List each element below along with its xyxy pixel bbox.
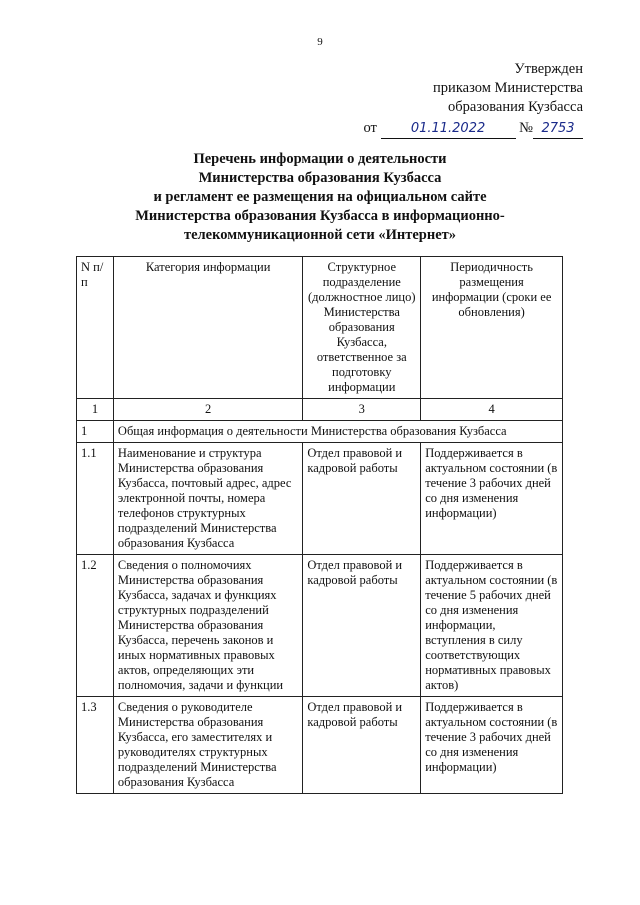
row-number: 1.3 bbox=[77, 697, 114, 794]
row-responsible: Отдел правовой и кадровой работы bbox=[303, 697, 421, 794]
title-line-1: Перечень информации о деятельности bbox=[193, 151, 447, 167]
approval-stamp bbox=[364, 60, 584, 139]
column-number-1: 1 bbox=[77, 399, 114, 421]
page-number: 9 bbox=[317, 36, 323, 48]
table-row bbox=[77, 443, 563, 555]
document-title bbox=[0, 150, 640, 245]
row-periodicity: Поддерживается в актуальном состоянии (в течение 3 рабочих дней со дня изменения информации) bbox=[421, 443, 563, 555]
section-title: Общая информация о деятельности Министерства образования Кузбасса bbox=[113, 421, 562, 443]
approval-line-2: приказом Министерства bbox=[433, 80, 583, 96]
column-number-4: 4 bbox=[421, 399, 563, 421]
section-row bbox=[77, 421, 563, 443]
section-number: 1 bbox=[77, 421, 114, 443]
title-line-2: Министерства образования Кузбасса bbox=[198, 170, 442, 186]
date-prefix: от bbox=[363, 120, 377, 136]
row-number: 1.1 bbox=[77, 443, 114, 555]
column-number-3: 3 bbox=[303, 399, 421, 421]
approval-line-1: Утвержден bbox=[514, 61, 583, 77]
title-line-5: телекоммуникационной сети «Интернет» bbox=[183, 227, 457, 243]
information-table bbox=[76, 256, 563, 794]
approval-date-line bbox=[364, 119, 584, 139]
row-category: Сведения о руководителе Министерства образования Кузбасса, его заместителях и руководителях структурных подразделений Министерства образования Кузбасса bbox=[113, 697, 302, 794]
header-responsible: Структурное подразделение (должностное лицо) Министерства образования Кузбасса, ответственное за подготовку информации bbox=[303, 257, 421, 399]
row-periodicity: Поддерживается в актуальном состоянии (в течение 3 рабочих дней со дня изменения информации) bbox=[421, 697, 563, 794]
handwritten-date: 01.11.2022 bbox=[381, 119, 516, 139]
title-line-4: Министерства образования Кузбасса в информационно- bbox=[135, 208, 505, 224]
table-header-row bbox=[77, 257, 563, 399]
header-periodicity: Периодичность размещения информации (сроки ее обновления) bbox=[421, 257, 563, 399]
row-responsible: Отдел правовой и кадровой работы bbox=[303, 555, 421, 697]
title-line-3: и регламент ее размещения на официальном сайте bbox=[153, 189, 487, 205]
table-row bbox=[77, 697, 563, 794]
row-responsible: Отдел правовой и кадровой работы bbox=[303, 443, 421, 555]
column-numbers-row bbox=[77, 399, 563, 421]
number-prefix: № bbox=[519, 120, 533, 136]
row-category: Сведения о полномочиях Министерства образования Кузбасса, задачах и функциях структурных подразделений Министерства образования Кузбасса, перечень законов и иных нормативных правовых актов, определяющих эти полномочия, задачи и функции bbox=[113, 555, 302, 697]
approval-line-3: образования Кузбасса bbox=[448, 99, 583, 115]
handwritten-number: 2753 bbox=[533, 119, 583, 139]
header-number: N п/п bbox=[77, 257, 114, 399]
row-periodicity: Поддерживается в актуальном состоянии (в течение 5 рабочих дней со дня изменения информации, вступления в силу соответствующих нормативных правовых актов) bbox=[421, 555, 563, 697]
column-number-2: 2 bbox=[113, 399, 302, 421]
table-row bbox=[77, 555, 563, 697]
row-number: 1.2 bbox=[77, 555, 114, 697]
row-category: Наименование и структура Министерства образования Кузбасса, почтовый адрес, адрес электронной почты, номера телефонов структурных подразделений Министерства образования Кузбасса bbox=[113, 443, 302, 555]
header-category: Категория информации bbox=[113, 257, 302, 399]
